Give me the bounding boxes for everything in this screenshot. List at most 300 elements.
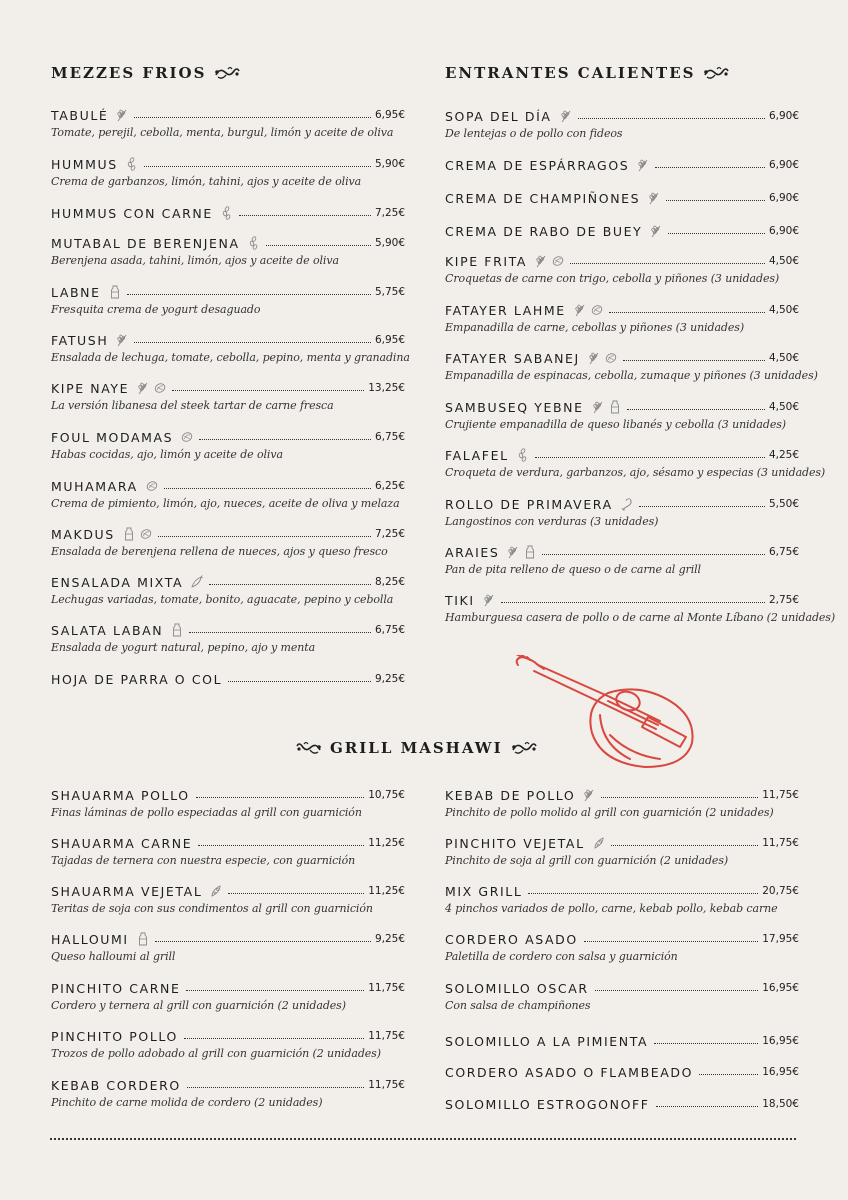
dot-leader — [228, 673, 371, 682]
item-price: 17,95€ — [762, 933, 799, 945]
item-price: 11,75€ — [762, 837, 799, 849]
item-name: LABNE — [51, 284, 101, 300]
menu-item-row — [445, 447, 799, 463]
menu-item-row — [445, 931, 799, 947]
item-name: TIKI — [445, 592, 475, 608]
sesame-icon — [126, 157, 138, 171]
menu-item-row — [445, 253, 799, 269]
menu-item-row — [445, 787, 799, 803]
item-name: CREMA DE RABO DE BUEY — [445, 223, 643, 239]
item-price: 6,90€ — [768, 159, 799, 171]
item-description: Habas cocidas, ajo, limón y aceite de oliva — [51, 448, 283, 461]
wheat-icon — [650, 224, 662, 238]
menu-item-row — [51, 980, 405, 996]
item-price: 9,25€ — [374, 673, 405, 685]
item-name: SOLOMILLO OSCAR — [445, 980, 589, 996]
allergen-icons — [560, 109, 572, 123]
item-description: Pan de pita relleno de queso o de carne al grill — [445, 563, 701, 576]
item-price: 6,95€ — [374, 334, 405, 346]
menu-item — [51, 574, 405, 606]
menu-item — [51, 787, 405, 819]
wheat-icon — [137, 381, 149, 395]
allergen-icons — [146, 479, 158, 493]
allergen-icons — [248, 236, 260, 250]
milk-icon — [609, 400, 621, 414]
menu-item — [445, 302, 799, 334]
menu-item — [445, 980, 799, 1012]
wheat-icon — [116, 333, 128, 347]
item-name: SALATA LABAN — [51, 622, 164, 638]
milk-icon — [171, 623, 183, 637]
menu-item — [445, 592, 836, 624]
nut-icon — [552, 254, 564, 268]
lute-illustration — [510, 655, 705, 775]
allergen-icons — [535, 254, 564, 268]
entrantes-title: ENTRANTES CALIENTES — [445, 64, 696, 82]
item-description: Crujiente empanadilla de queso libanés y cebolla (3 unidades) — [445, 418, 786, 431]
dot-leader — [228, 885, 364, 894]
item-description: Queso halloumi al grill — [51, 950, 176, 963]
menu-item — [445, 883, 799, 915]
dot-leader — [199, 431, 371, 440]
menu-item-row — [445, 1033, 799, 1049]
allergen-icons — [637, 158, 649, 172]
dot-leader — [134, 109, 371, 118]
item-description: Pinchito de pollo molido al grill con guarnición (2 unidades) — [445, 806, 774, 819]
allergen-icons — [116, 108, 128, 122]
menu-item — [445, 1064, 799, 1080]
menu-item-row — [445, 108, 799, 124]
item-name: PINCHITO CARNE — [51, 980, 181, 996]
item-price: 6,95€ — [374, 109, 405, 121]
menu-item — [51, 883, 405, 915]
item-price: 11,25€ — [368, 837, 405, 849]
item-description: Teritas de soja con sus condimentos al grill con guarnición — [51, 902, 373, 915]
menu-item — [51, 332, 410, 364]
allergen-icons — [593, 836, 605, 850]
allergen-icons — [123, 527, 152, 541]
menu-item-row — [51, 574, 405, 590]
item-price: 16,95€ — [762, 1066, 799, 1078]
wheat-icon — [574, 303, 586, 317]
dot-leader — [668, 225, 765, 234]
item-price: 11,75€ — [368, 1079, 405, 1091]
nut-icon — [605, 351, 617, 365]
allergen-icons — [650, 224, 662, 238]
allergen-icons — [583, 788, 595, 802]
menu-item-row — [51, 883, 405, 899]
menu-item-row — [445, 980, 799, 996]
bottom-divider — [50, 1138, 796, 1140]
wheat-icon — [637, 158, 649, 172]
dot-leader — [611, 837, 759, 846]
item-name: SOLOMILLO A LA PIMIENTA — [445, 1033, 649, 1049]
soy-icon — [210, 884, 222, 898]
menu-item-row — [51, 205, 405, 221]
menu-item — [445, 253, 799, 285]
menu-item-row — [51, 526, 405, 542]
nut-icon — [140, 527, 152, 541]
menu-item-row — [445, 544, 799, 560]
nut-icon — [181, 430, 193, 444]
item-description: Crema de garbanzos, limón, tahini, ajos y aceite de oliva — [51, 175, 362, 188]
item-description: Lechugas variadas, tomate, bonito, aguacate, pepino y cebolla — [51, 593, 394, 606]
allergen-icons — [171, 623, 183, 637]
item-price: 16,95€ — [762, 982, 799, 994]
item-name: ENSALADA MIXTA — [51, 574, 184, 590]
item-name: HALLOUMI — [51, 931, 129, 947]
item-price: 6,25€ — [374, 480, 405, 492]
dot-leader — [209, 576, 371, 585]
menu-item-row — [51, 1028, 405, 1044]
dot-leader — [535, 449, 765, 458]
item-description: Tajadas de ternera con nuestra especie, con guarnición — [51, 854, 356, 867]
item-price: 2,75€ — [768, 594, 799, 606]
sesame-icon — [221, 206, 233, 220]
item-name: HUMMUS CON CARNE — [51, 205, 213, 221]
item-name: CREMA DE CHAMPIÑONES — [445, 190, 641, 206]
menu-item — [51, 671, 405, 687]
item-description: Finas láminas de pollo especiadas al grill con guarnición — [51, 806, 362, 819]
milk-icon — [123, 527, 135, 541]
menu-item-row — [445, 835, 799, 851]
item-name: FALAFEL — [445, 447, 509, 463]
item-name: MUTABAL DE BERENJENA — [51, 235, 240, 251]
menu-item-row — [445, 399, 799, 415]
menu-item — [445, 931, 799, 963]
allergen-icons — [181, 430, 193, 444]
dot-leader — [542, 546, 765, 555]
allergen-icons — [109, 285, 121, 299]
dot-leader — [595, 982, 759, 991]
wheat-icon — [560, 109, 572, 123]
menu-item — [51, 931, 405, 963]
menu-item — [445, 544, 799, 576]
grill-title: GRILL MASHAWI — [330, 739, 503, 757]
item-name: SHAUARMA CARNE — [51, 835, 193, 851]
dot-leader — [627, 401, 765, 410]
item-description: Ensalada de yogurt natural, pepino, ajo y menta — [51, 641, 316, 654]
item-price: 8,25€ — [374, 576, 405, 588]
item-description: Langostinos con verduras (3 unidades) — [445, 515, 659, 528]
dot-leader — [699, 1066, 758, 1075]
item-description: Croqueta de verdura, garbanzos, ajo, sésamo y especias (3 unidades) — [445, 466, 826, 479]
menu-item — [445, 223, 799, 239]
item-description: De lentejas o de pollo con fideos — [445, 127, 623, 140]
item-name: FATAYER LAHME — [445, 302, 566, 318]
item-description: Empanadilla de espinacas, cebolla, zumaque y piñones (3 unidades) — [445, 369, 818, 382]
item-name: ARAIES — [445, 544, 500, 560]
dot-leader — [528, 885, 758, 894]
item-price: 6,90€ — [768, 110, 799, 122]
item-price: 5,90€ — [374, 158, 405, 170]
menu-item — [51, 205, 405, 221]
allergen-icons — [621, 497, 633, 511]
menu-item-row — [51, 478, 405, 494]
menu-item-row — [51, 1077, 405, 1093]
dot-leader — [570, 255, 765, 264]
allergen-icons — [592, 400, 621, 414]
item-name: SAMBUSEQ YEBNE — [445, 399, 584, 415]
dot-leader — [266, 237, 371, 246]
mezzes-heading — [51, 64, 240, 82]
item-name: SOPA DEL DÍA — [445, 108, 552, 124]
menu-item-row — [51, 107, 405, 123]
dot-leader — [186, 982, 364, 991]
dot-leader — [654, 1035, 758, 1044]
item-price: 7,25€ — [374, 207, 405, 219]
menu-item — [445, 157, 799, 173]
dot-leader — [189, 624, 371, 633]
menu-item-row — [445, 1096, 799, 1112]
item-price: 4,50€ — [768, 352, 799, 364]
dot-leader — [239, 207, 371, 216]
item-name: HUMMUS — [51, 156, 118, 172]
item-price: 11,75€ — [368, 982, 405, 994]
dot-leader — [501, 594, 765, 603]
menu-item-row — [445, 190, 799, 206]
ornament-icon — [214, 65, 240, 81]
menu-item — [445, 496, 799, 528]
item-description: Fresquita crema de yogurt desaguado — [51, 303, 261, 316]
menu-item-row — [51, 156, 405, 172]
ornament-icon — [296, 740, 322, 756]
item-name: CREMA DE ESPÁRRAGOS — [445, 157, 630, 173]
menu-item-row — [51, 671, 405, 687]
item-name: KIPE FRITA — [445, 253, 528, 269]
item-description: Tomate, perejil, cebolla, menta, burgul, limón y aceite de oliva — [51, 126, 394, 139]
allergen-icons — [126, 157, 138, 171]
menu-item — [51, 526, 405, 558]
menu-item-row — [445, 592, 799, 608]
item-price: 10,75€ — [368, 789, 405, 801]
menu-item-row — [51, 429, 405, 445]
allergen-icons — [588, 351, 617, 365]
allergen-icons — [191, 575, 203, 589]
menu-item-row — [445, 223, 799, 239]
menu-item — [51, 835, 405, 867]
dot-leader — [601, 789, 758, 798]
dot-leader — [144, 158, 371, 167]
dot-leader — [656, 1098, 759, 1107]
menu-item — [445, 399, 799, 431]
dot-leader — [609, 304, 765, 313]
menu-item — [51, 380, 405, 412]
nut-icon — [154, 381, 166, 395]
item-description: Berenjena asada, tahini, limón, ajos y aceite de oliva — [51, 254, 339, 267]
menu-item-row — [51, 835, 405, 851]
item-name: KIPE NAYE — [51, 380, 130, 396]
item-name: SHAUARMA VEJETAL — [51, 883, 203, 899]
item-description: Croquetas de carne con trigo, cebolla y piñones (3 unidades) — [445, 272, 780, 285]
dot-leader — [623, 352, 765, 361]
menu-item — [445, 108, 799, 140]
allergen-icons — [221, 206, 233, 220]
mezzes-title: MEZZES FRIOS — [51, 64, 207, 82]
allergen-icons — [483, 593, 495, 607]
nut-icon — [146, 479, 158, 493]
item-description: Hamburguesa casera de pollo o de carne al Monte Líbano (2 unidades) — [445, 611, 836, 624]
wheat-icon — [535, 254, 547, 268]
dot-leader — [127, 286, 371, 295]
item-price: 6,90€ — [768, 225, 799, 237]
menu-item-row — [445, 496, 799, 512]
menu-item — [51, 156, 405, 188]
item-price: 4,50€ — [768, 255, 799, 267]
wheat-icon — [116, 108, 128, 122]
wheat-icon — [588, 351, 600, 365]
menu-item-row — [51, 284, 405, 300]
allergen-icons — [648, 191, 660, 205]
dot-leader — [155, 933, 371, 942]
menu-item-row — [51, 931, 405, 947]
shrimp-icon — [621, 497, 633, 511]
dot-leader — [187, 1079, 364, 1088]
menu-item — [445, 447, 826, 479]
menu-item-row — [445, 302, 799, 318]
dot-leader — [639, 498, 765, 507]
item-description: Con salsa de champiñones — [445, 999, 591, 1012]
item-price: 5,75€ — [374, 286, 405, 298]
item-description: La versión libanesa del steek tartar de carne fresca — [51, 399, 334, 412]
item-description: Ensalada de berenjena rellena de nueces, ajos y queso fresco — [51, 545, 388, 558]
item-name: FATAYER SABANEJ — [445, 350, 580, 366]
item-name: KEBAB DE POLLO — [445, 787, 576, 803]
menu-item — [51, 235, 405, 267]
item-price: 6,75€ — [374, 431, 405, 443]
item-description: Ensalada de lechuga, tomate, cebolla, pepino, menta y granadina — [51, 351, 410, 364]
milk-icon — [109, 285, 121, 299]
menu-item — [445, 835, 799, 867]
menu-item-row — [51, 332, 405, 348]
dot-leader — [172, 382, 364, 391]
item-price: 11,75€ — [762, 789, 799, 801]
menu-item-row — [445, 1064, 799, 1080]
menu-item — [51, 1077, 405, 1109]
allergen-icons — [116, 333, 128, 347]
item-name: MAKDUS — [51, 526, 115, 542]
item-price: 5,90€ — [374, 237, 405, 249]
dot-leader — [196, 789, 365, 798]
item-price: 11,25€ — [368, 885, 405, 897]
milk-icon — [137, 932, 149, 946]
item-price: 4,50€ — [768, 304, 799, 316]
item-description: Cordero y ternera al grill con guarnición (2 unidades) — [51, 999, 346, 1012]
menu-item — [445, 1033, 799, 1049]
soy-icon — [593, 836, 605, 850]
dot-leader — [134, 334, 371, 343]
item-name: FOUL MODAMAS — [51, 429, 174, 445]
item-price: 6,90€ — [768, 192, 799, 204]
dot-leader — [164, 480, 371, 489]
item-name: MIX GRILL — [445, 883, 523, 899]
allergen-icons — [210, 884, 222, 898]
menu-item-row — [51, 622, 405, 638]
item-description: Pinchito de soja al grill con guarnición (2 unidades) — [445, 854, 729, 867]
ornament-icon — [703, 65, 729, 81]
wheat-icon — [592, 400, 604, 414]
dot-leader — [158, 528, 371, 537]
menu-item-row — [445, 350, 799, 366]
dot-leader — [578, 110, 765, 119]
allergen-icons — [517, 448, 529, 462]
item-name: KEBAB CORDERO — [51, 1077, 181, 1093]
item-price: 20,75€ — [762, 885, 799, 897]
menu-item — [445, 787, 799, 819]
sesame-icon — [517, 448, 529, 462]
milk-icon — [524, 545, 536, 559]
allergen-icons — [137, 381, 166, 395]
menu-item-row — [51, 380, 405, 396]
wheat-icon — [583, 788, 595, 802]
fish-icon — [191, 575, 203, 589]
entrantes-heading — [445, 64, 729, 82]
item-price: 6,75€ — [374, 624, 405, 636]
menu-item — [51, 284, 405, 316]
item-description: Crema de pimiento, limón, ajo, nueces, aceite de oliva y melaza — [51, 497, 400, 510]
item-description: Paletilla de cordero con salsa y guarnición — [445, 950, 678, 963]
item-name: CORDERO ASADO — [445, 931, 578, 947]
item-price: 6,75€ — [768, 546, 799, 558]
allergen-icons — [507, 545, 536, 559]
item-description: Pinchito de carne molida de cordero (2 unidades) — [51, 1096, 323, 1109]
item-price: 13,25€ — [368, 382, 405, 394]
item-price: 7,25€ — [374, 528, 405, 540]
menu-item — [445, 350, 818, 382]
item-name: FATUSH — [51, 332, 109, 348]
item-name: TABULÉ — [51, 107, 109, 123]
menu-item-row — [445, 883, 799, 899]
item-name: SOLOMILLO ESTROGONOFF — [445, 1096, 650, 1112]
menu-item-row — [51, 235, 405, 251]
menu-item — [51, 1028, 405, 1060]
item-name: PINCHITO POLLO — [51, 1028, 178, 1044]
menu-item — [445, 1096, 799, 1112]
dot-leader — [666, 192, 765, 201]
item-name: MUHAMARA — [51, 478, 138, 494]
wheat-icon — [507, 545, 519, 559]
item-price: 11,75€ — [368, 1030, 405, 1042]
menu-item-row — [445, 157, 799, 173]
menu-item — [51, 478, 405, 510]
item-name: ROLLO DE PRIMAVERA — [445, 496, 613, 512]
item-name: CORDERO ASADO O FLAMBEADO — [445, 1064, 694, 1080]
item-price: 5,50€ — [768, 498, 799, 510]
menu-item-row — [51, 787, 405, 803]
item-price: 4,50€ — [768, 401, 799, 413]
dot-leader — [655, 159, 765, 168]
menu-item — [51, 980, 405, 1012]
item-price: 9,25€ — [374, 933, 405, 945]
allergen-icons — [574, 303, 603, 317]
item-name: SHAUARMA POLLO — [51, 787, 190, 803]
item-price: 4,25€ — [768, 449, 799, 461]
item-price: 16,95€ — [762, 1035, 799, 1047]
menu-item — [51, 107, 405, 139]
item-name: PINCHITO VEJETAL — [445, 835, 585, 851]
allergen-icons — [137, 932, 149, 946]
item-description: Empanadilla de carne, cebollas y piñones (3 unidades) — [445, 321, 745, 334]
menu-item — [445, 190, 799, 206]
grill-heading — [296, 739, 537, 757]
dot-leader — [198, 837, 364, 846]
sesame-icon — [248, 236, 260, 250]
wheat-icon — [483, 593, 495, 607]
item-price: 18,50€ — [762, 1098, 799, 1110]
item-description: 4 pinchos variados de pollo, carne, kebab pollo, kebab carne — [445, 902, 778, 915]
item-description: Trozos de pollo adobado al grill con guarnición (2 unidades) — [51, 1047, 381, 1060]
dot-leader — [184, 1030, 364, 1039]
